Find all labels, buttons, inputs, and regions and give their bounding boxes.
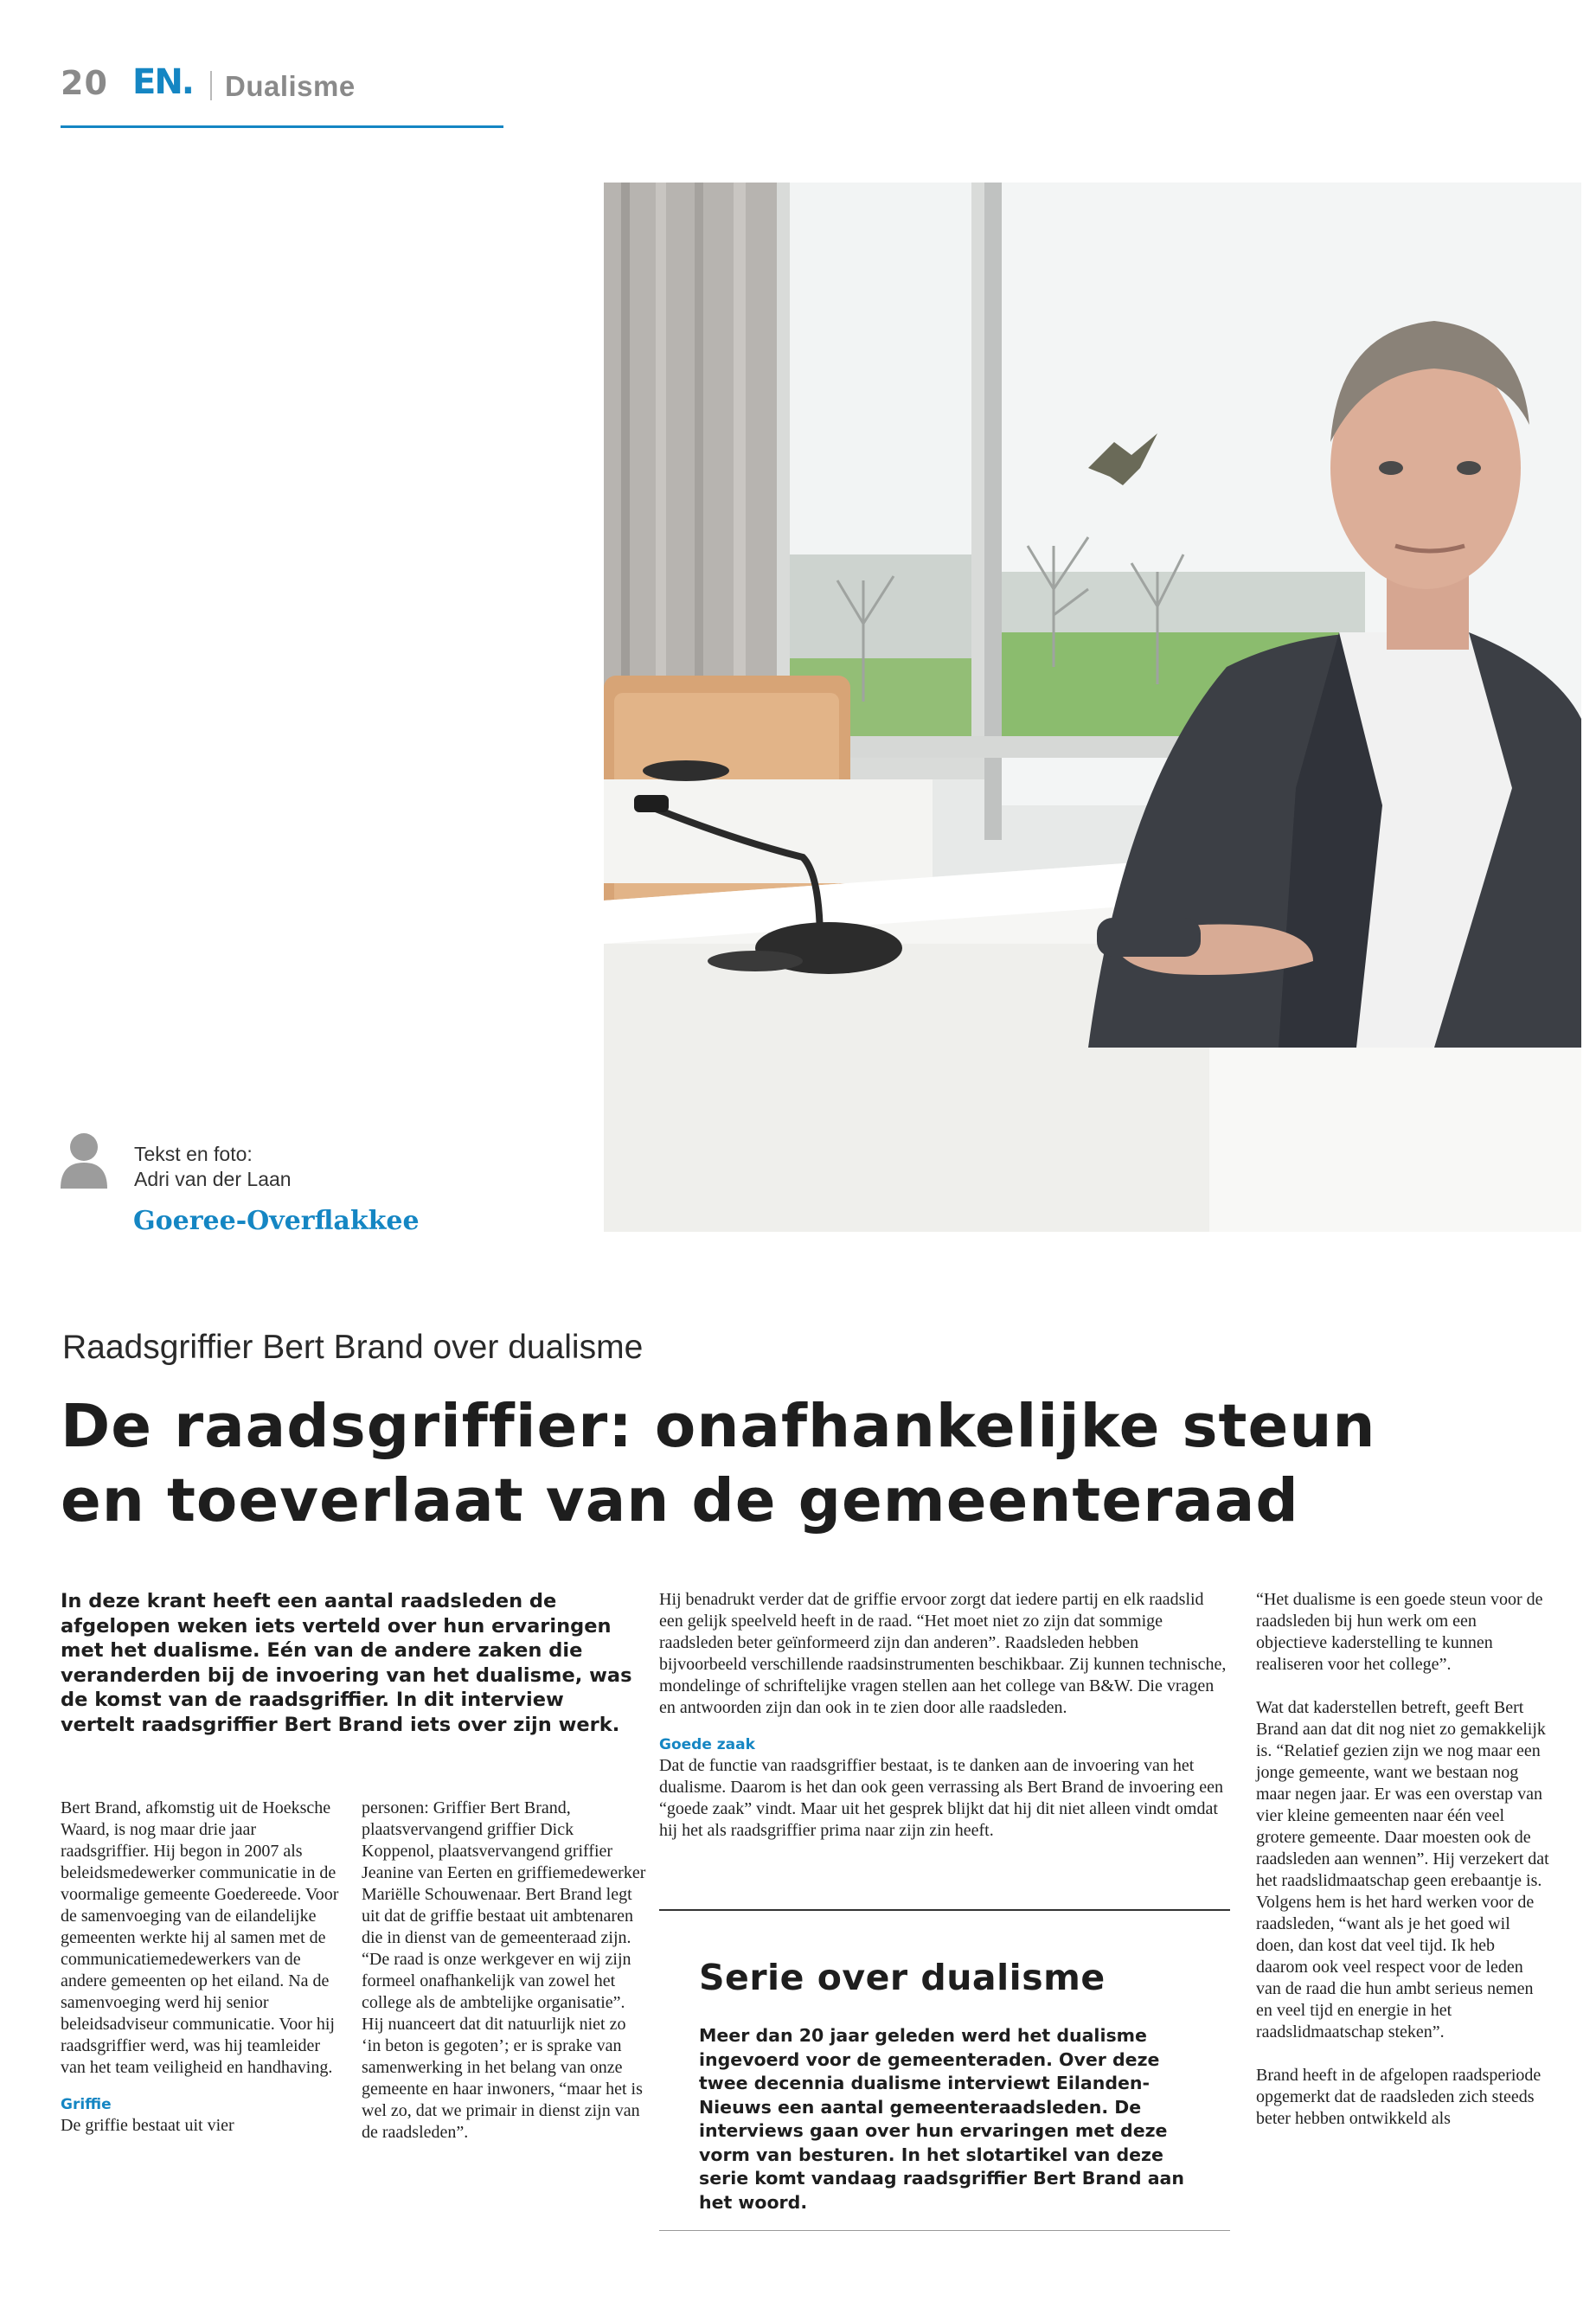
body-paragraph: Dat de functie van raadsgriffier bestaat, is te danken aan de invoering van het dualisme. Daarom is het dan ook geen verrassing als Bert Brand de invoering een “goede zaak” vindt. Maar uit het gesprek blijkt dat hij dit niet alleen vindt omdat hij het als raadsgriffier prima naar zijn zin heeft. xyxy=(659,1756,1224,1840)
body-column-3 xyxy=(659,1589,1230,1842)
body-paragraph: Brand heeft in de afgelopen raadsperiode opgemerkt dat de raadsleden zich steeds beter hebben ontwikkeld als xyxy=(1256,2066,1542,2128)
article-lead: In deze krant heeft een aantal raadsleden de afgelopen weken iets verteld over hun ervaringen met het dualisme. Eén van de andere zaken die veranderden bij de invoering van het dualisme, was de komst van de raadsgriffier. In dit interview vertelt raadsgriffier Bert Brand iets over zijn werk. xyxy=(61,1590,632,1736)
headline-line-1: De raadsgriffier: onafhankelijke steun xyxy=(61,1392,1376,1461)
body-paragraph: Hij benadrukt verder dat de griffie ervoor zorgt dat iedere partij en elk raadslid een gelijk speelveld heeft in de raad. “Het moet niet zo zijn dat sommige raadsleden beter geïnformeerd zijn dan anderen”. Raadsleden hebben bijvoorbeeld verschillende raadsinstrumenten beschikbaar. Zij kunnen technische, mondelinge of schriftelijke vragen stellen aan het college van B&W. Die vragen en antwoorden zijn dan ook in te zien door alle raadsleden. xyxy=(659,1590,1227,1717)
body-column-4 xyxy=(1256,1589,1550,2130)
article-headline xyxy=(61,1389,1531,1538)
region-label: Goeree-Overflakkee xyxy=(133,1206,420,1236)
article-photo xyxy=(604,183,1581,1232)
subheading-goede-zaak: Goede zaak xyxy=(659,1736,755,1753)
section-title: Dualisme xyxy=(225,70,356,102)
body-column-2 xyxy=(362,1798,649,2144)
page-number: 20 xyxy=(61,64,108,102)
body-paragraph: Wat dat kaderstellen betreft, geeft Bert Brand aan dat dit nog niet zo gemakkelijk is. “Relatief gezien zijn we nog maar een jonge gemeente, want we bestaan nog maar negen jaar. Er was een overstap van vier kleine gemeenten naar één veel grotere gemeente. Daar moesten ook de raadsleden aan wennen”. Hij verzekert dat het raadslidmaatschap geen erebaantje is. Volgens hem is het hard werken voor de raadsleden, “want als je het goed wil doen, dan kost dat veel tijd. Ik heb daarom ook veel respect voor de leden van de raad die hun ambt serieus nemen en veel tijd en energie in het raadslidmaatschap steken”. xyxy=(1256,1698,1549,2041)
box-top-rule xyxy=(659,1909,1230,1911)
header-rule xyxy=(61,125,503,128)
newspaper-logo: EN. xyxy=(132,62,193,102)
headline-line-2: en toeverlaat van de gemeenteraad xyxy=(61,1466,1299,1535)
header-separator xyxy=(210,71,212,100)
article-kicker: Raadsgriffier Bert Brand over dualisme xyxy=(62,1329,644,1366)
byline-author: Adri van der Laan xyxy=(134,1168,292,1190)
body-column-1 xyxy=(61,1798,346,2137)
body-paragraph: De griffie bestaat uit vier xyxy=(61,2116,234,2135)
byline-label: Tekst en foto: xyxy=(134,1143,253,1165)
author-icon xyxy=(59,1130,109,1189)
box-bottom-rule xyxy=(659,2230,1230,2231)
box-title: Serie over dualisme xyxy=(699,1957,1106,1998)
box-text: Meer dan 20 jaar geleden werd het dualisme ingevoerd voor de gemeenteraden. Over deze twee decennia dualisme interviewt Eilanden-Nieuws een aantal gemeenteraadsleden. De interviews gaan over hun ervaringen met deze vorm van besturen. In het slotartikel van deze serie komt vandaag raadsgriffier Bert Brand aan het woord. xyxy=(699,2025,1184,2213)
body-paragraph: “Het dualisme is een goede steun voor de raadsleden bij hun werk om een objectieve kaderstelling te kunnen realiseren voor het college”. xyxy=(1256,1590,1543,1674)
body-paragraph: personen: Griffier Bert Brand, plaatsvervangend griffier Dick Koppenol, plaatsvervangend griffier Jeanine van Eerten en griffiemedewerker Mariëlle Schouwenaar. Bert Brand legt uit dat de griffie bestaat uit ambtenaren die in dienst van de gemeenteraad zijn. “De raad is onze werkgever en wij zijn formeel onafhankelijk van zowel het college als de ambtelijke organisatie”. Hij nuanceert dat dit natuurlijk niet zo ‘in beton is gegoten’; er is sprake van samenwerking in het belang van onze gemeente en haar inwoners, “maar het is wel zo, dat we primair in dienst zijn van de raadsleden”. xyxy=(362,1798,646,2142)
photo-illustration xyxy=(604,183,1581,1232)
byline xyxy=(134,1142,292,1192)
subheading-griffie: Griffie xyxy=(61,2096,112,2113)
body-paragraph: Bert Brand, afkomstig uit de Hoeksche Waard, is nog maar drie jaar raadsgriffier. Hij begon in 2007 als beleidsmedewerker communicatie in de voormalige gemeente Goedereede. Voor de samenvoeging van de eilandelijke gemeenten werkte hij al samen met de communicatiemedewerkers van de andere gemeenten op het eiland. Na de samenvoeging werd hij senior beleidsadviseur communicatie. Voor hij raadsgriffier werd, was hij teamleider van het team veiligheid en handhaving. xyxy=(61,1798,339,2077)
